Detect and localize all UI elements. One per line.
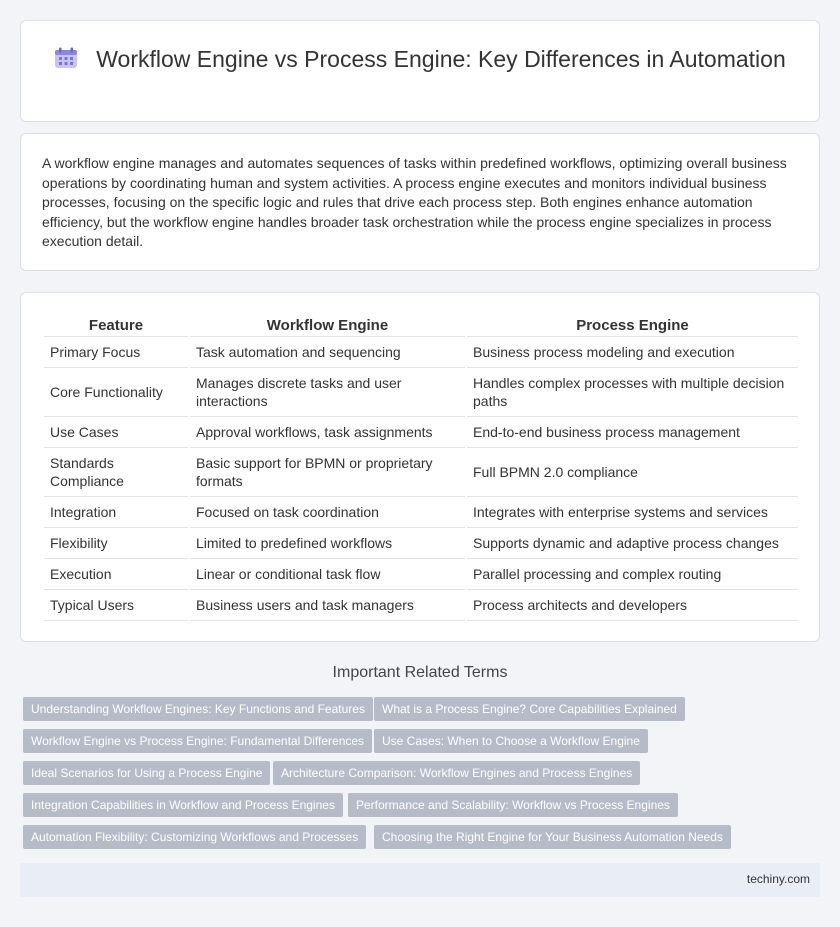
table-cell: Basic support for BPMN or proprietary formats (190, 448, 465, 497)
table-cell: Task automation and sequencing (190, 337, 465, 368)
table-cell: Handles complex processes with multiple decision paths (467, 368, 798, 417)
related-tag[interactable]: Architecture Comparison: Workflow Engines and Process Engines (273, 761, 640, 785)
table-row (44, 590, 798, 621)
table-cell: Manages discrete tasks and user interactions (190, 368, 465, 417)
table-cell: Business process modeling and execution (467, 337, 798, 368)
table-cell: End-to-end business process management (467, 417, 798, 448)
table-cell: Limited to predefined workflows (190, 528, 465, 559)
intro-paragraph: A workflow engine manages and automates sequences of tasks within predefined workflows, optimizing overall business operations by coordinating human and system activities. A process engine executes and monitors individual business processes, focusing on the specific logic and rules that drive each process step. Both engines enhance automation efficiency, but the workflow engine handles broader task orchestration while the process engine specializes in process execution detail. (42, 155, 787, 249)
header-feature: Feature (44, 313, 188, 337)
title-card (20, 20, 820, 122)
table-row (44, 448, 798, 497)
table-row (44, 368, 798, 417)
page-title (21, 45, 819, 74)
footer-bar (20, 863, 820, 897)
table-cell: Process architects and developers (467, 590, 798, 621)
table-cell: Standards Compliance (44, 448, 188, 497)
related-tag[interactable]: Workflow Engine vs Process Engine: Fundamental Differences (23, 729, 372, 753)
intro-card (20, 133, 820, 271)
table-cell: Parallel processing and complex routing (467, 559, 798, 590)
table-cell: Integrates with enterprise systems and services (467, 497, 798, 528)
table-row (44, 337, 798, 368)
header-workflow-engine: Workflow Engine (190, 313, 465, 337)
table-cell: Use Cases (44, 417, 188, 448)
comparison-card (20, 292, 820, 642)
related-tag[interactable]: Integration Capabilities in Workflow and Process Engines (23, 793, 343, 817)
table-cell: Full BPMN 2.0 compliance (467, 448, 798, 497)
table-cell: Core Functionality (44, 368, 188, 417)
related-tag[interactable]: Automation Flexibility: Customizing Workflows and Processes (23, 825, 366, 849)
calendar-icon (54, 47, 78, 69)
related-tag[interactable]: Use Cases: When to Choose a Workflow Engine (374, 729, 648, 753)
footer-site-link[interactable]: techiny.com (746, 872, 810, 886)
table-row (44, 559, 798, 590)
table-cell: Focused on task coordination (190, 497, 465, 528)
related-tag[interactable]: Ideal Scenarios for Using a Process Engine (23, 761, 270, 785)
page-title-text: Workflow Engine vs Process Engine: Key Differences in Automation (96, 46, 786, 72)
header-process-engine: Process Engine (467, 313, 798, 337)
related-tag[interactable]: What is a Process Engine? Core Capabilities Explained (374, 697, 685, 721)
comparison-table (42, 313, 800, 621)
table-cell: Primary Focus (44, 337, 188, 368)
table-cell: Supports dynamic and adaptive process changes (467, 528, 798, 559)
related-tag[interactable]: Choosing the Right Engine for Your Business Automation Needs (374, 825, 731, 849)
table-cell: Approval workflows, task assignments (190, 417, 465, 448)
table-cell: Linear or conditional task flow (190, 559, 465, 590)
table-cell: Business users and task managers (190, 590, 465, 621)
related-tag[interactable]: Performance and Scalability: Workflow vs Process Engines (348, 793, 678, 817)
table-row (44, 497, 798, 528)
related-tag[interactable]: Understanding Workflow Engines: Key Functions and Features (23, 697, 373, 721)
table-cell: Flexibility (44, 528, 188, 559)
table-cell: Integration (44, 497, 188, 528)
table-cell: Typical Users (44, 590, 188, 621)
related-terms-heading: Important Related Terms (332, 664, 508, 681)
table-row (44, 417, 798, 448)
table-row (44, 528, 798, 559)
table-header-row (44, 313, 798, 337)
table-cell: Execution (44, 559, 188, 590)
